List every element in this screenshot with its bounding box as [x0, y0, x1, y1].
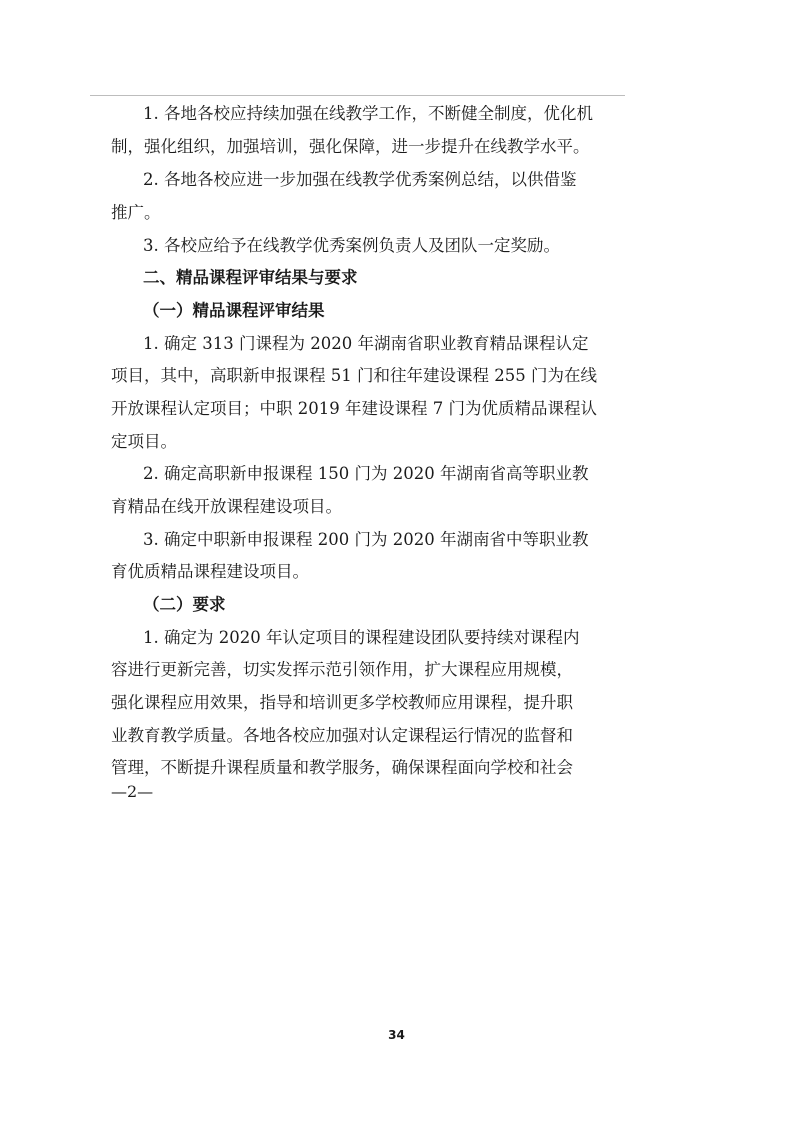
paragraph-line: 1. 确定为 2020 年认定项目的课程建设团队要持续对课程内: [143, 628, 580, 647]
paragraph-line: 定项目。: [111, 432, 177, 451]
paragraph-line: 项目，其中，高职新申报课程 51 门和往年建设课程 255 门为在线: [111, 366, 597, 385]
page-number: 34: [388, 1028, 405, 1042]
subsection-heading: （二）要求: [143, 595, 226, 614]
paragraph-line: 3. 确定中职新申报课程 200 门为 2020 年湖南省中等职业教: [143, 530, 589, 549]
paragraph-line: 业教育教学质量。各地各校应加强对认定课程运行情况的监督和: [111, 726, 573, 745]
paragraph-line: 制，强化组织，加强培训，强化保障，进一步提升在线教学水平。: [111, 137, 590, 156]
paragraph-line: 3. 各校应给予在线教学优秀案例负责人及团队一定奖励。: [143, 236, 560, 255]
paragraph-line: 2. 确定高职新申报课程 150 门为 2020 年湖南省高等职业教: [143, 464, 589, 483]
paragraph-line: 2. 各地各校应进一步加强在线教学优秀案例总结，以供借鉴: [143, 170, 577, 189]
paragraph-line: 1. 各地各校应持续加强在线教学工作，不断健全制度，优化机: [143, 104, 593, 123]
section-heading: 二、精品课程评审结果与要求: [143, 268, 358, 287]
original-page-marker: —2—: [111, 782, 154, 801]
subsection-heading: （一）精品课程评审结果: [143, 301, 325, 320]
paragraph-line: 强化课程应用效果，指导和培训更多学校教师应用课程，提升职: [111, 693, 573, 712]
paragraph-line: 管理，不断提升课程质量和教学服务，确保课程面向学校和社会: [111, 758, 573, 777]
paragraph-line: 1. 确定 313 门课程为 2020 年湖南省职业教育精品课程认定: [143, 334, 589, 353]
paragraph-line: 育精品在线开放课程建设项目。: [111, 497, 342, 516]
paragraph-line: 育优质精品课程建设项目。: [111, 562, 309, 581]
paragraph-line: 容进行更新完善，切实发挥示范引领作用，扩大课程应用规模，: [111, 660, 573, 679]
header-rule: [90, 95, 625, 96]
paragraph-line: 开放课程认定项目；中职 2019 年建设课程 7 门为优质精品课程认: [111, 399, 597, 418]
paragraph-line: 推广。: [111, 203, 161, 222]
